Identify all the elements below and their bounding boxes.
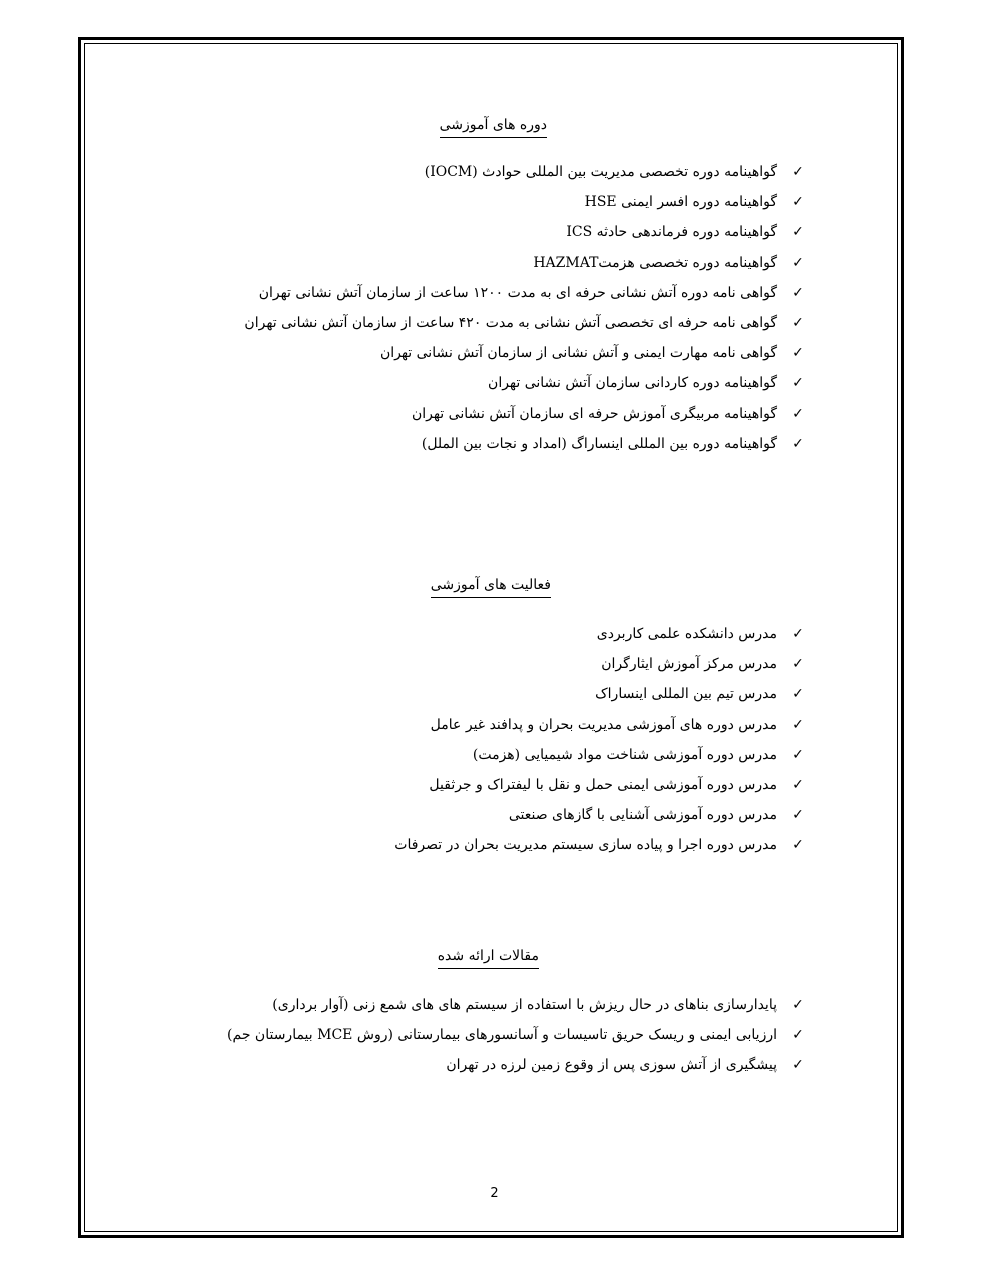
activities-list xyxy=(394,619,807,861)
list-item-text: گواهینامه دوره افسر ایمنی HSE xyxy=(584,194,777,211)
checkmark-icon: ✓ xyxy=(792,284,804,301)
list-item xyxy=(244,308,807,338)
list-item xyxy=(227,990,807,1020)
list-item xyxy=(394,740,807,770)
section-heading-papers: مقالات ارائه شده xyxy=(438,947,539,969)
checkmark-icon: ✓ xyxy=(792,1027,804,1044)
checkmark-icon: ✓ xyxy=(792,837,804,854)
checkmark-icon: ✓ xyxy=(792,807,804,824)
checkmark-icon: ✓ xyxy=(792,716,804,733)
list-item-text: مدرس دوره آموزشی شناخت مواد شیمیایی (هزمت) xyxy=(472,746,777,763)
list-item-text: گواهینامه دوره تخصصی هزمتHAZMAT xyxy=(533,254,777,271)
list-item-text: مدرس دوره اجرا و پیاده سازی سیستم مدیریت بحران در تصرفات xyxy=(394,837,777,854)
list-item-text: پایدارسازی بناهای در حال ریزش با استفاده از سیستم های های شمع زنی (آوار برداری) xyxy=(272,997,777,1014)
checkmark-icon: ✓ xyxy=(792,194,804,211)
list-item-text: گواهینامه مربیگری آموزش حرفه ای سازمان آتش نشانی تهران xyxy=(411,405,777,422)
checkmark-icon: ✓ xyxy=(792,746,804,763)
list-item-text: گواهی نامه مهارت ایمنی و آتش نشانی از سازمان آتش نشانی تهران xyxy=(379,345,777,362)
list-item-text: مدرس دوره های آموزشی مدیریت بحران و پدافند غیر عامل xyxy=(430,716,777,733)
checkmark-icon: ✓ xyxy=(792,435,804,452)
list-item xyxy=(244,157,807,187)
list-item-text: گواهینامه دوره تخصصی مدیریت بین المللی حوادث (IOCM) xyxy=(424,164,777,181)
list-item xyxy=(244,368,807,398)
list-item xyxy=(244,187,807,217)
list-item xyxy=(394,830,807,860)
list-item xyxy=(394,679,807,709)
list-item xyxy=(227,1050,807,1080)
list-item-text: گواهی نامه دوره آتش نشانی حرفه ای به مدت ۱۲۰۰ ساعت از سازمان آتش نشانی تهران xyxy=(258,284,777,301)
list-item-text: مدرس مرکز آموزش ایثارگران xyxy=(601,656,777,673)
list-item-text: مدرس دوره آموزشی آشنایی با گازهای صنعتی xyxy=(508,807,777,824)
list-item xyxy=(244,278,807,308)
list-item xyxy=(244,399,807,429)
checkmark-icon: ✓ xyxy=(792,345,804,362)
papers-list xyxy=(227,990,807,1081)
list-item-text: ارزیابی ایمنی و ریسک حریق تاسیسات و آسانسورهای بیمارستانی (روش MCE بیمارستان جم) xyxy=(227,1027,777,1044)
checkmark-icon: ✓ xyxy=(792,997,804,1014)
checkmark-icon: ✓ xyxy=(792,686,804,703)
checkmark-icon: ✓ xyxy=(792,254,804,271)
list-item-text: مدرس تیم بین المللی اینساراک xyxy=(595,686,777,703)
checkmark-icon: ✓ xyxy=(792,656,804,673)
courses-list xyxy=(244,157,807,459)
list-item-text: گواهینامه دوره کاردانی سازمان آتش نشانی تهران xyxy=(488,375,777,392)
list-item xyxy=(394,649,807,679)
list-item xyxy=(244,338,807,368)
section-heading-courses: دوره های آموزشی xyxy=(440,116,547,138)
list-item xyxy=(227,1020,807,1050)
checkmark-icon: ✓ xyxy=(792,164,804,181)
section-heading-activities: فعالیت های آموزشی xyxy=(431,576,551,598)
list-item xyxy=(394,770,807,800)
list-item-text: گواهینامه دوره فرماندهی حادثه ICS xyxy=(566,224,777,241)
list-item xyxy=(394,800,807,830)
list-item xyxy=(244,248,807,278)
list-item-text: مدرس دانشکده علمی کاربردی xyxy=(596,626,777,643)
checkmark-icon: ✓ xyxy=(792,777,804,794)
list-item-text: پیشگیری از آتش سوزی پس از وقوع زمین لرزه در تهران xyxy=(446,1057,777,1074)
list-item xyxy=(394,710,807,740)
checkmark-icon: ✓ xyxy=(792,1057,804,1074)
list-item-text: گواهینامه دوره بین المللی اینساراگ (امداد و نجات بین الملل) xyxy=(421,435,777,452)
list-item-text: گواهی نامه حرفه ای تخصصی آتش نشانی به مدت ۴۲۰ ساعت از سازمان آتش نشانی تهران xyxy=(244,315,777,332)
list-item-text: مدرس دوره آموزشی ایمنی حمل و نقل با لیفتراک و جرثقیل xyxy=(429,777,777,794)
page-number: 2 xyxy=(490,1186,499,1201)
checkmark-icon: ✓ xyxy=(792,405,804,422)
checkmark-icon: ✓ xyxy=(792,375,804,392)
checkmark-icon: ✓ xyxy=(792,626,804,643)
checkmark-icon: ✓ xyxy=(792,315,804,332)
checkmark-icon: ✓ xyxy=(792,224,804,241)
list-item xyxy=(244,217,807,247)
list-item xyxy=(394,619,807,649)
list-item xyxy=(244,429,807,459)
